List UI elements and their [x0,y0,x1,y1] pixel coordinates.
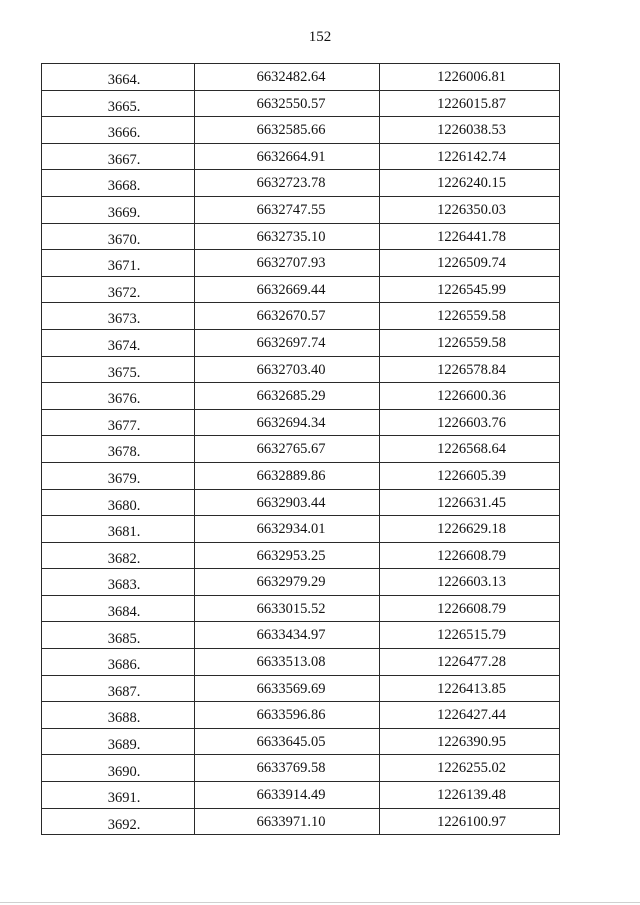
point-number-cell: 3692. [42,808,195,835]
point-number-cell: 3666. [42,117,195,144]
y-coordinate-cell: 1226477.28 [380,649,560,676]
point-number-cell: 3676. [42,383,195,410]
table-row [42,622,560,649]
y-coordinate-cell: 1226390.95 [380,728,560,755]
x-coordinate-cell: 6632703.40 [195,356,380,383]
point-number-cell: 3673. [42,303,195,330]
point-number-cell: 3685. [42,622,195,649]
table-row [42,276,560,303]
x-coordinate-cell: 6632723.78 [195,170,380,197]
y-coordinate-cell: 1226629.18 [380,516,560,543]
y-coordinate-cell: 1226006.81 [380,64,560,91]
point-number-cell: 3677. [42,409,195,436]
point-number-cell: 3686. [42,649,195,676]
y-coordinate-cell: 1226255.02 [380,755,560,782]
x-coordinate-cell: 6632550.57 [195,90,380,117]
coordinates-table [41,63,560,835]
y-coordinate-cell: 1226545.99 [380,276,560,303]
y-coordinate-cell: 1226603.76 [380,409,560,436]
x-coordinate-cell: 6632685.29 [195,383,380,410]
table-row [42,250,560,277]
x-coordinate-cell: 6632934.01 [195,516,380,543]
table-row [42,755,560,782]
point-number-cell: 3681. [42,516,195,543]
x-coordinate-cell: 6632482.64 [195,64,380,91]
x-coordinate-cell: 6633596.86 [195,702,380,729]
table-row [42,356,560,383]
x-coordinate-cell: 6632747.55 [195,196,380,223]
table-row [42,143,560,170]
point-number-cell: 3688. [42,702,195,729]
y-coordinate-cell: 1226608.79 [380,595,560,622]
y-coordinate-cell: 1226139.48 [380,782,560,809]
table-row [42,569,560,596]
x-coordinate-cell: 6633513.08 [195,649,380,676]
table-row [42,117,560,144]
point-number-cell: 3683. [42,569,195,596]
x-coordinate-cell: 6632979.29 [195,569,380,596]
x-coordinate-cell: 6632903.44 [195,489,380,516]
y-coordinate-cell: 1226603.13 [380,569,560,596]
y-coordinate-cell: 1226605.39 [380,462,560,489]
x-coordinate-cell: 6632585.66 [195,117,380,144]
x-coordinate-cell: 6632707.93 [195,250,380,277]
y-coordinate-cell: 1226427.44 [380,702,560,729]
table-row [42,303,560,330]
y-coordinate-cell: 1226015.87 [380,90,560,117]
y-coordinate-cell: 1226568.64 [380,436,560,463]
page-bottom-edge [0,902,640,903]
x-coordinate-cell: 6633645.05 [195,728,380,755]
point-number-cell: 3671. [42,250,195,277]
x-coordinate-cell: 6632765.67 [195,436,380,463]
y-coordinate-cell: 1226413.85 [380,675,560,702]
point-number-cell: 3668. [42,170,195,197]
table-row [42,64,560,91]
y-coordinate-cell: 1226441.78 [380,223,560,250]
x-coordinate-cell: 6633971.10 [195,808,380,835]
y-coordinate-cell: 1226600.36 [380,383,560,410]
y-coordinate-cell: 1226608.79 [380,542,560,569]
page-number: 152 [308,29,332,45]
table-row [42,702,560,729]
point-number-cell: 3667. [42,143,195,170]
y-coordinate-cell: 1226559.58 [380,303,560,330]
point-number-cell: 3674. [42,329,195,356]
x-coordinate-cell: 6632694.34 [195,409,380,436]
x-coordinate-cell: 6632670.57 [195,303,380,330]
x-coordinate-cell: 6633015.52 [195,595,380,622]
x-coordinate-cell: 6632889.86 [195,462,380,489]
x-coordinate-cell: 6633769.58 [195,755,380,782]
table-row [42,808,560,835]
point-number-cell: 3665. [42,90,195,117]
point-number-cell: 3680. [42,489,195,516]
x-coordinate-cell: 6632669.44 [195,276,380,303]
y-coordinate-cell: 1226509.74 [380,250,560,277]
table-row [42,170,560,197]
point-number-cell: 3669. [42,196,195,223]
y-coordinate-cell: 1226142.74 [380,143,560,170]
y-coordinate-cell: 1226100.97 [380,808,560,835]
coordinates-table-container [41,63,559,835]
table-row [42,542,560,569]
table-row [42,728,560,755]
table-row [42,675,560,702]
table-row [42,329,560,356]
coordinates-table-body [42,64,560,835]
x-coordinate-cell: 6632664.91 [195,143,380,170]
x-coordinate-cell: 6632735.10 [195,223,380,250]
table-row [42,649,560,676]
x-coordinate-cell: 6632953.25 [195,542,380,569]
point-number-cell: 3672. [42,276,195,303]
y-coordinate-cell: 1226240.15 [380,170,560,197]
point-number-cell: 3689. [42,728,195,755]
x-coordinate-cell: 6632697.74 [195,329,380,356]
y-coordinate-cell: 1226559.58 [380,329,560,356]
y-coordinate-cell: 1226578.84 [380,356,560,383]
point-number-cell: 3679. [42,462,195,489]
x-coordinate-cell: 6633914.49 [195,782,380,809]
table-row [42,223,560,250]
point-number-cell: 3664. [42,64,195,91]
point-number-cell: 3691. [42,782,195,809]
y-coordinate-cell: 1226038.53 [380,117,560,144]
point-number-cell: 3690. [42,755,195,782]
point-number-cell: 3687. [42,675,195,702]
point-number-cell: 3670. [42,223,195,250]
y-coordinate-cell: 1226350.03 [380,196,560,223]
table-row [42,516,560,543]
table-row [42,595,560,622]
y-coordinate-cell: 1226515.79 [380,622,560,649]
x-coordinate-cell: 6633569.69 [195,675,380,702]
point-number-cell: 3684. [42,595,195,622]
table-row [42,436,560,463]
table-row [42,383,560,410]
table-row [42,489,560,516]
y-coordinate-cell: 1226631.45 [380,489,560,516]
point-number-cell: 3678. [42,436,195,463]
table-row [42,196,560,223]
point-number-cell: 3675. [42,356,195,383]
table-row [42,782,560,809]
x-coordinate-cell: 6633434.97 [195,622,380,649]
table-row [42,90,560,117]
table-row [42,409,560,436]
point-number-cell: 3682. [42,542,195,569]
table-row [42,462,560,489]
